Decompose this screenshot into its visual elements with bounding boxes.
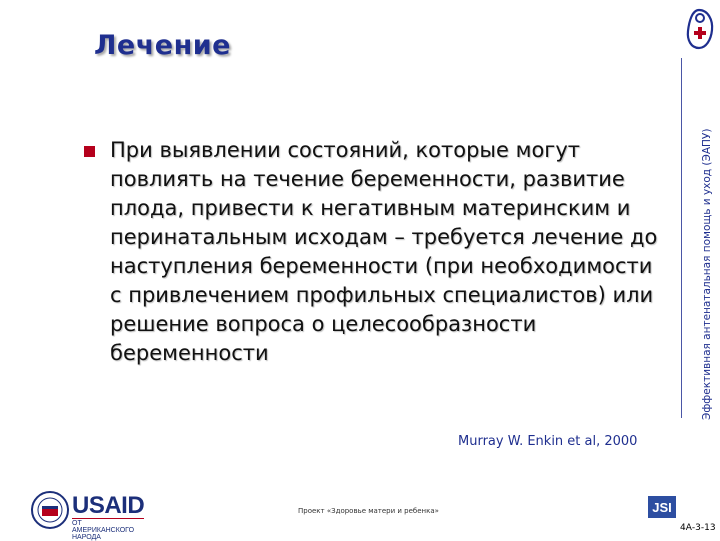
mother-child-logo-icon xyxy=(680,6,718,52)
vertical-caption: Эффективная антенатальная помощь и уход (ЭАПУ) xyxy=(701,128,713,420)
bullet-icon xyxy=(84,146,95,157)
slide-title: Лечение xyxy=(94,30,231,61)
usaid-logo-text: USAID xyxy=(72,492,145,519)
usaid-tagline: ОТ АМЕРИКАНСКОГО НАРОДА xyxy=(72,518,144,541)
usaid-seal-icon xyxy=(30,490,70,530)
jsi-logo: JSI xyxy=(648,496,676,518)
vertical-divider xyxy=(681,58,682,418)
slide-number: 4А-3-13 xyxy=(680,523,716,533)
slide-body-text: При выявлении состояний, которые могут повлиять на течение беременности, развитие плода, привести к негативным материнским и перинатальным исходам – требуется лечение до наступления беременности (при необходимости с привлечением профильных специалистов) или решение вопроса о целесообразности беременности xyxy=(110,138,658,365)
project-name: Проект «Здоровье матери и ребенка» xyxy=(298,507,439,515)
citation: Murray W. Enkin et al, 2000 xyxy=(458,434,638,449)
